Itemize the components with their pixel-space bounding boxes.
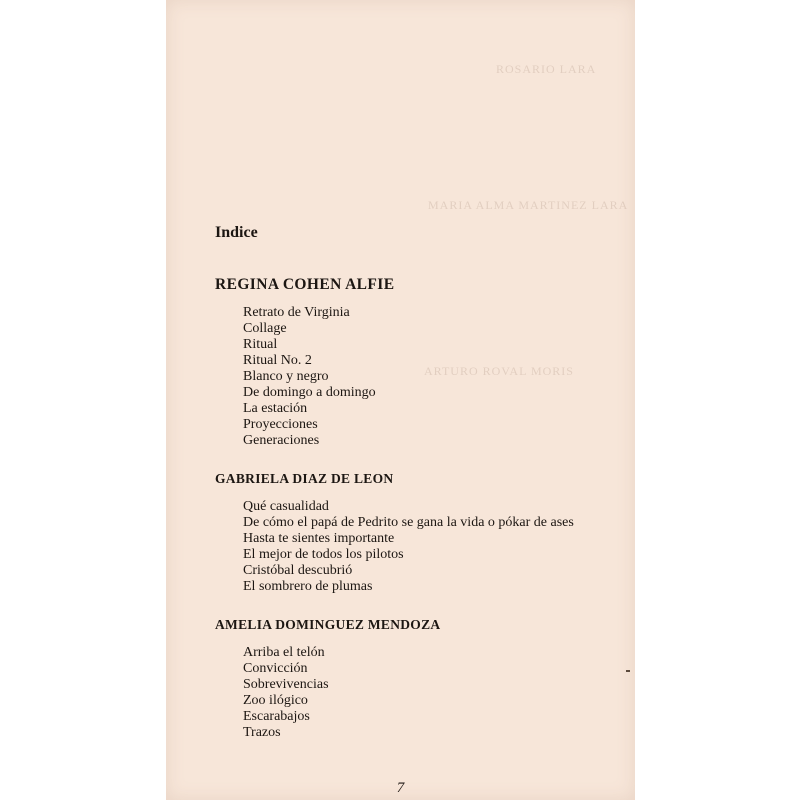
author-heading: REGINA COHEN ALFIE <box>215 276 395 293</box>
toc-item: Ritual No. 2 <box>243 353 312 368</box>
toc-item: La estación <box>243 401 308 416</box>
toc-item: Collage <box>243 321 287 336</box>
toc-section <box>215 274 625 449</box>
toc-item: Qué casualidad <box>243 499 329 514</box>
toc-item: Convicción <box>243 661 308 676</box>
table-of-contents <box>215 222 625 760</box>
toc-item: Generaciones <box>243 433 320 448</box>
toc-item: De cómo el papá de Pedrito se gana la vida o pókar de ases <box>243 515 574 530</box>
toc-item: De domingo a domingo <box>243 385 376 400</box>
toc-section <box>215 468 625 595</box>
toc-item: Proyecciones <box>243 417 318 432</box>
toc-item: Zoo ilógico <box>243 693 308 708</box>
toc-item: Sobrevivencias <box>243 677 329 692</box>
toc-item: El sombrero de plumas <box>243 579 373 594</box>
author-heading: GABRIELA DIAZ DE LEON <box>215 471 394 486</box>
toc-item: Cristóbal descubrió <box>243 563 353 578</box>
toc-item-list <box>215 645 625 741</box>
toc-item: El mejor de todos los pilotos <box>243 547 404 562</box>
toc-item: Escarabajos <box>243 709 310 724</box>
toc-item-list <box>215 499 625 595</box>
index-heading: Indice <box>215 224 258 241</box>
ink-mark <box>626 670 630 672</box>
bleed-through-text: ROSARIO LARA <box>496 62 597 76</box>
toc-item: Trazos <box>243 725 281 740</box>
bleed-through-text: ARTURO ROVAL MORIS <box>424 364 574 378</box>
toc-item: Ritual <box>243 337 278 352</box>
toc-item: Retrato de Virginia <box>243 305 350 320</box>
page-number: 7 <box>396 780 405 796</box>
bleed-through-text: MARIA ALMA MARTINEZ LARA <box>428 198 629 212</box>
toc-item: Blanco y negro <box>243 369 329 384</box>
toc-item: Hasta te sientes importante <box>243 531 395 546</box>
author-heading: AMELIA DOMINGUEZ MENDOZA <box>215 617 441 632</box>
toc-section <box>215 614 625 741</box>
book-page <box>166 0 635 800</box>
toc-item-list <box>215 305 625 449</box>
toc-item: Arriba el telón <box>243 645 325 660</box>
